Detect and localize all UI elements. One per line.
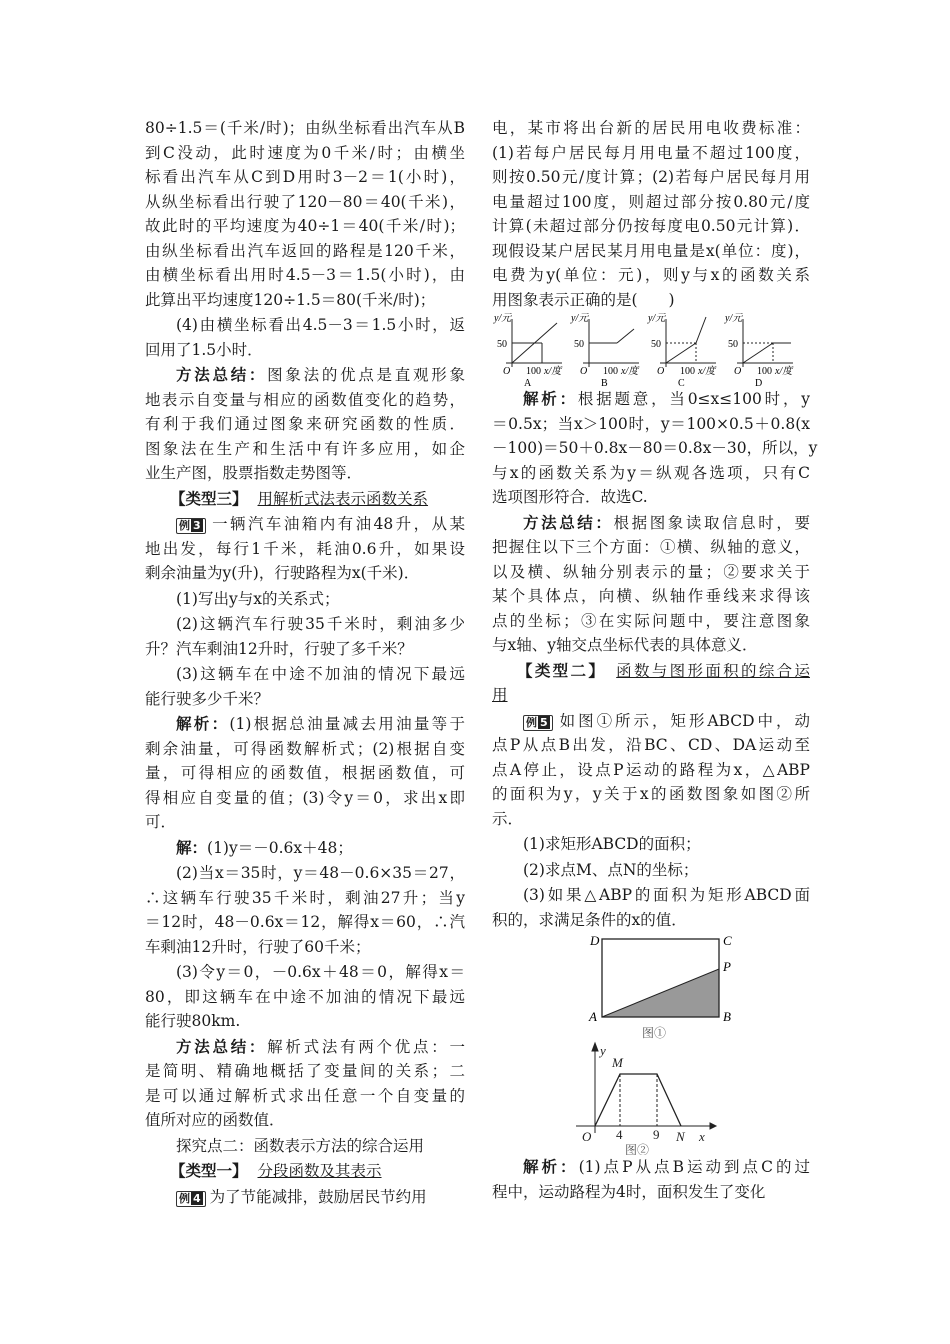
- text-line: [492, 758, 810, 783]
- text-line: [145, 935, 465, 960]
- text-line: [145, 1108, 465, 1133]
- line-text: 解析式法有两个优点：一: [267, 1037, 465, 1056]
- line-text: 地出发，每行1千米，耗油0.6升，如果设: [145, 539, 465, 558]
- line-text: 剩余油量为y(升)，行驶路程为x(千米)．: [145, 564, 420, 582]
- line-text: 以及横、纵轴分别表示的量；②要求关于: [492, 562, 810, 581]
- text-line: [145, 1035, 465, 1060]
- line-text: 点P从点B出发，沿BC、CD、DA运动至: [492, 736, 810, 754]
- line-text: (1)若每户居民每月用电量不超过100度，: [492, 143, 810, 162]
- text-line: [145, 437, 465, 462]
- point-m-label: M: [612, 1055, 623, 1070]
- text-line: [145, 363, 465, 388]
- paragraph: [492, 709, 810, 832]
- line-text: 与x的函数关系为y＝纵观各选项，只有C: [492, 463, 810, 482]
- paragraph: [145, 960, 465, 1034]
- paragraph: [492, 659, 810, 708]
- line-text: 得相应自变量的值；(3)令y＝0，求出x即: [145, 788, 465, 807]
- axis-y-label: y/元: [571, 313, 589, 324]
- text-line: [145, 338, 465, 363]
- line-text: (3)如果△ABP的面积为矩形ABCD面: [523, 886, 810, 904]
- line-text: 图象法的优点是直观形象: [267, 366, 465, 384]
- text-line: [492, 560, 810, 585]
- paragraph: [145, 116, 465, 312]
- line-text: －100)＝50＋0.8x－80＝0.8x－30，所以，y: [492, 439, 818, 457]
- paragraph: [492, 116, 810, 312]
- text-line: [492, 412, 810, 437]
- line-text: 电，某市将出台新的居民用电收费标准：: [492, 119, 810, 137]
- text-line: [145, 810, 465, 835]
- text-line: [145, 861, 465, 886]
- paragraph: [492, 883, 810, 932]
- line-text: 积的，求满足条件的x的值．: [492, 910, 687, 929]
- x-tick-100: 100: [680, 366, 695, 377]
- line-text: 由纵坐标看出汽车返回的路程是120千米，: [145, 241, 465, 260]
- lead-label: 方法总结：: [523, 513, 614, 532]
- choice-label-c: C: [678, 378, 685, 387]
- axis-y-label: y/元: [648, 313, 666, 324]
- lead-label: 方法总结：: [176, 1037, 268, 1056]
- example-badge-label: 例: [179, 1191, 190, 1205]
- paragraph: [145, 1159, 465, 1184]
- example-badge: [176, 518, 206, 534]
- line-text: 值所对应的函数值．: [145, 1111, 285, 1129]
- paragraph: [145, 836, 465, 861]
- example-badge-label: 例: [526, 715, 537, 729]
- example-badge-number: 3: [193, 519, 201, 532]
- line-text: 探究点二：函数表示方法的综合运用: [176, 1136, 425, 1155]
- line-text: 剩余油量，可得函数解析式；(2)根据自变: [145, 739, 465, 758]
- line-text: 计算(未超过部分仍按每度电0.50元计算)．: [492, 217, 810, 235]
- line-text: 标看出汽车从C到D用时3－2＝1(小时)，: [145, 168, 465, 186]
- line-text: 由横坐标看出用时4.5－3＝1.5(小时)，由: [145, 266, 465, 284]
- text-line: [492, 263, 810, 288]
- text-line: [145, 461, 465, 486]
- text-line: [492, 214, 810, 239]
- line-text: 选项图形符合．故选C.: [492, 488, 648, 506]
- line-text: 车剩油12升时，行驶了60千米；: [145, 937, 371, 956]
- line-text: 从纵坐标看出行驶了120－80＝40(千米)，: [145, 192, 465, 211]
- label-d: D: [590, 933, 600, 948]
- y-tick-50: 50: [574, 339, 584, 350]
- choice-label-d: D: [755, 378, 763, 387]
- line-text: 把握住以下三个方面：①横、纵轴的意义，: [492, 538, 810, 556]
- text-line: [145, 910, 465, 935]
- axis-x-label: x/度: [621, 366, 639, 377]
- text-line: [145, 313, 465, 338]
- text-line: [492, 511, 810, 536]
- tick-4: 4: [616, 1127, 623, 1142]
- text-line: [492, 461, 810, 486]
- text-line: [492, 883, 810, 908]
- text-line: [492, 733, 810, 758]
- lead-label: 解析：: [523, 1158, 579, 1176]
- text-line: [145, 985, 465, 1010]
- text-line: [145, 886, 465, 911]
- text-line: [492, 858, 810, 883]
- line-text: 点A停止，设点P运动的路程为x，△ABP: [492, 760, 810, 779]
- label-c: C: [723, 933, 732, 948]
- axis-y-label: y/元: [494, 313, 512, 324]
- text-line: [145, 388, 465, 413]
- lead-label: 解析：: [176, 715, 230, 733]
- line-text: 用: [492, 686, 508, 704]
- line-text: (2)求点M、点N的坐标；: [523, 860, 699, 879]
- example-badge-number: 4: [193, 1191, 201, 1205]
- text-line: [492, 659, 810, 684]
- line-text: 为了节能减排，鼓励居民节约用: [209, 1187, 427, 1206]
- section-type-tag: 【类型三】: [170, 489, 248, 508]
- axis-x-label: x/度: [698, 366, 716, 377]
- figure-2-graph: [576, 1043, 716, 1133]
- text-line: [492, 116, 810, 141]
- text-line: [492, 709, 810, 734]
- text-line: [492, 485, 810, 510]
- text-line: [492, 436, 818, 461]
- text-line: [492, 190, 810, 215]
- label-a: A: [589, 1009, 597, 1024]
- paragraph: [492, 858, 810, 883]
- text-line: [492, 832, 810, 857]
- x-tick-100: 100: [757, 366, 772, 377]
- paragraph: [145, 487, 465, 512]
- line-text: 如图①所示，矩形ABCD中，动: [556, 711, 810, 730]
- text-line: [492, 141, 810, 166]
- line-text: (2)当x＝35时，y＝48－0.6×35＝27，: [176, 864, 465, 882]
- text-line: [492, 908, 810, 933]
- y-tick-50: 50: [497, 339, 507, 350]
- axis-y-label: y: [600, 1043, 606, 1058]
- text-line: [145, 1059, 465, 1084]
- text-line: [145, 1134, 465, 1159]
- line-text: (3)这辆车在中途不加油的情况下最远: [176, 665, 465, 683]
- text-line: [145, 1185, 465, 1210]
- text-line: [145, 1159, 465, 1184]
- text-line: [145, 587, 465, 612]
- choice-graph-d: [724, 313, 794, 387]
- text-line: [145, 214, 465, 239]
- axis-x-label: x/度: [775, 366, 793, 377]
- paragraph: [145, 1035, 465, 1133]
- line-text: 地表示自变量与相应的函数值变化的趋势，: [145, 390, 465, 409]
- text-line: [145, 712, 465, 737]
- paragraph: [145, 363, 465, 486]
- line-text: 则按0.50元/度计算；(2)若每户居民每月用: [492, 168, 810, 186]
- axis-y-label: y/元: [725, 313, 743, 324]
- line-text: 函数与图形面积的综合运: [616, 661, 810, 680]
- line-text: 回用了1.5小时．: [145, 340, 263, 359]
- text-line: [145, 662, 465, 687]
- text-line: [145, 263, 465, 288]
- choice-label-a: A: [524, 378, 532, 387]
- line-text: 图象法在生产和生活中有许多应用，如企: [145, 439, 465, 458]
- section-type-tag: 【类型二】: [517, 661, 607, 680]
- paragraph: [145, 662, 465, 711]
- x-tick-100: 100: [526, 366, 541, 377]
- line-text: (1)求矩形ABCD的面积；: [523, 835, 701, 853]
- line-text: 某个具体点，向横、纵轴作垂线来求得该: [492, 587, 810, 605]
- text-line: [145, 761, 465, 786]
- line-text: (1)写出y与x的关系式；: [176, 589, 340, 608]
- text-line: [145, 165, 465, 190]
- line-text: 示．: [492, 809, 524, 828]
- text-line: [145, 1084, 465, 1109]
- text-line: [145, 141, 465, 166]
- line-text: 有利于我们通过图象来研究函数的性质．: [145, 415, 465, 433]
- origin-label: O: [580, 366, 588, 377]
- text-line: [145, 561, 465, 586]
- x-tick-100: 100: [603, 366, 618, 377]
- text-line: [145, 1009, 465, 1034]
- line-text: ＝12时，48－0.6x＝12，解得x＝60，∴汽: [145, 913, 465, 931]
- line-text: 用图象表示正确的是( ): [492, 290, 675, 309]
- paragraph: [145, 612, 465, 661]
- line-text: (1)点P从点B运动到点C的过: [578, 1158, 810, 1176]
- figure-1-rectangle: [588, 933, 732, 1040]
- text-line: [145, 239, 465, 264]
- lead-label: 解：: [176, 838, 208, 857]
- axis-x-label: x/度: [544, 366, 562, 377]
- text-line: [492, 288, 810, 313]
- text-line: [145, 412, 465, 437]
- text-line: [492, 782, 810, 807]
- text-line: [145, 190, 465, 215]
- line-text: 升？汽车剩油12升时，行驶了多千米？: [145, 639, 413, 658]
- line-text: ＝0.5x；当x＞100时，y＝100×0.5＋0.8(x: [492, 414, 810, 433]
- line-text: ∴这辆车行驶35千米时，剩油27升；当y: [145, 888, 465, 907]
- origin-label: O: [582, 1129, 592, 1144]
- text-line: [492, 807, 810, 832]
- point-n-label: N: [676, 1129, 685, 1144]
- label-b: B: [723, 1009, 731, 1024]
- answer-choice-graphs: [492, 313, 810, 387]
- right-column: [492, 116, 818, 1205]
- example-badge: [176, 1191, 206, 1207]
- choice-graph-c: [647, 313, 717, 387]
- paragraph: [145, 313, 465, 362]
- y-tick-50: 50: [728, 339, 738, 350]
- paragraph: [145, 587, 465, 612]
- text-line: [145, 637, 465, 662]
- text-line: [492, 535, 810, 560]
- text-line: [492, 683, 810, 708]
- paragraph: [145, 712, 465, 835]
- text-line: [145, 537, 465, 562]
- text-line: [145, 737, 465, 762]
- example-badge-label: 例: [179, 519, 190, 532]
- figure-2-caption: 图②: [625, 1143, 650, 1155]
- line-text: 到C没动，此时速度为0千米/时；由横坐: [145, 143, 465, 162]
- label-p: P: [723, 959, 731, 974]
- text-line: [145, 836, 465, 861]
- choice-label-b: B: [601, 378, 608, 387]
- paragraph: [492, 1155, 810, 1204]
- choice-graph-a: [493, 313, 563, 387]
- text-line: [492, 165, 810, 190]
- text-line: [145, 612, 465, 637]
- example-badge: [523, 715, 553, 731]
- line-text: 此算出平均速度120÷1.5＝80(千米/时)；: [145, 290, 436, 309]
- line-text: 80÷1.5＝(千米/时)；由纵坐标看出汽车从B: [145, 119, 465, 137]
- text-line: [145, 487, 465, 512]
- line-text: 一辆汽车油箱内有油48升，从某: [209, 515, 465, 533]
- example5-figures: [492, 933, 810, 1155]
- origin-label: O: [657, 366, 665, 377]
- line-text: (3)令y＝0，－0.6x＋48＝0，解得x＝: [176, 963, 465, 981]
- text-line: [145, 512, 465, 537]
- line-text: 是可以通过解析式求出任意一个自变量的: [145, 1086, 465, 1105]
- origin-label: O: [734, 366, 742, 377]
- section-type-tag: 【类型一】: [170, 1162, 248, 1180]
- line-text: 80，即这辆车在中途不加油的情况下最远: [145, 987, 465, 1006]
- line-text: 根据题意，当0≤x≤100时，y: [577, 390, 810, 408]
- line-text: 根据图象读取信息时，要: [613, 513, 810, 532]
- example-badge-number: 5: [540, 715, 548, 729]
- paragraph: [492, 511, 810, 658]
- paragraph: [145, 861, 465, 959]
- text-line: [492, 239, 810, 264]
- line-text: 用解析式法表示函数关系: [257, 489, 429, 508]
- text-line: [492, 1180, 810, 1205]
- line-text: 是简明、精确地概括了变量间的关系；二: [145, 1062, 465, 1080]
- line-text: 能行驶多少千米？: [145, 689, 270, 708]
- line-text: 故此时的平均速度为40÷1＝40(千米/时)；: [145, 217, 465, 235]
- line-text: 电费为y(单位：元)，则y与x的函数关系: [492, 266, 810, 284]
- lead-label: 解析：: [523, 390, 578, 408]
- text-line: [145, 116, 465, 141]
- paragraph: [145, 1134, 465, 1159]
- line-text: (2)这辆汽车行驶35千米时，剩油多少: [176, 615, 465, 633]
- paragraph: [145, 1185, 465, 1210]
- origin-label: O: [503, 366, 511, 377]
- text-line: [492, 609, 810, 634]
- text-line: [492, 584, 810, 609]
- y-tick-50: 50: [651, 339, 661, 350]
- lead-label: 方法总结：: [176, 366, 268, 384]
- text-line: [492, 1155, 810, 1180]
- line-text: 电量超过100度，则超过部分按0.80元/度: [492, 192, 810, 211]
- figure-1-caption: 图①: [642, 1026, 667, 1040]
- line-text: (1)y＝－0.6x＋48；: [207, 838, 353, 857]
- line-text: 分段函数及其表示: [257, 1162, 382, 1180]
- text-line: [145, 288, 465, 313]
- line-text: 现假设某户居民某月用电量是x(单位：度)，: [492, 241, 810, 260]
- line-text: 点的坐标；③在实际问题中，要注意图象: [492, 611, 810, 630]
- axis-x-label: x: [699, 1129, 705, 1144]
- text-line: [492, 387, 810, 412]
- paragraph: [145, 512, 465, 586]
- line-text: (4)由横坐标看出4.5－3＝1.5小时，返: [176, 316, 465, 334]
- text-line: [145, 960, 465, 985]
- text-line: [492, 633, 810, 658]
- line-text: 与x轴、y轴交点坐标代表的具体意义．: [492, 636, 758, 654]
- line-text: (1)根据总油量减去用油量等于: [229, 715, 465, 733]
- line-text: 业生产图，股票指数走势图等．: [145, 464, 363, 482]
- choice-graph-b: [570, 313, 640, 387]
- tick-9: 9: [653, 1127, 660, 1142]
- line-text: 可．: [145, 813, 177, 831]
- line-text: 量，可得相应的函数值，根据函数值，可: [145, 764, 465, 782]
- paragraph: [492, 387, 818, 510]
- text-line: [145, 687, 465, 712]
- line-text: 能行驶80km.: [145, 1012, 241, 1030]
- line-text: 程中，运动路程为4时，面积发生了变化: [492, 1182, 766, 1201]
- left-column: [145, 116, 465, 1210]
- paragraph: [492, 832, 810, 857]
- text-line: [145, 786, 465, 811]
- line-text: 的面积为y，y关于x的函数图象如图②所: [492, 785, 810, 803]
